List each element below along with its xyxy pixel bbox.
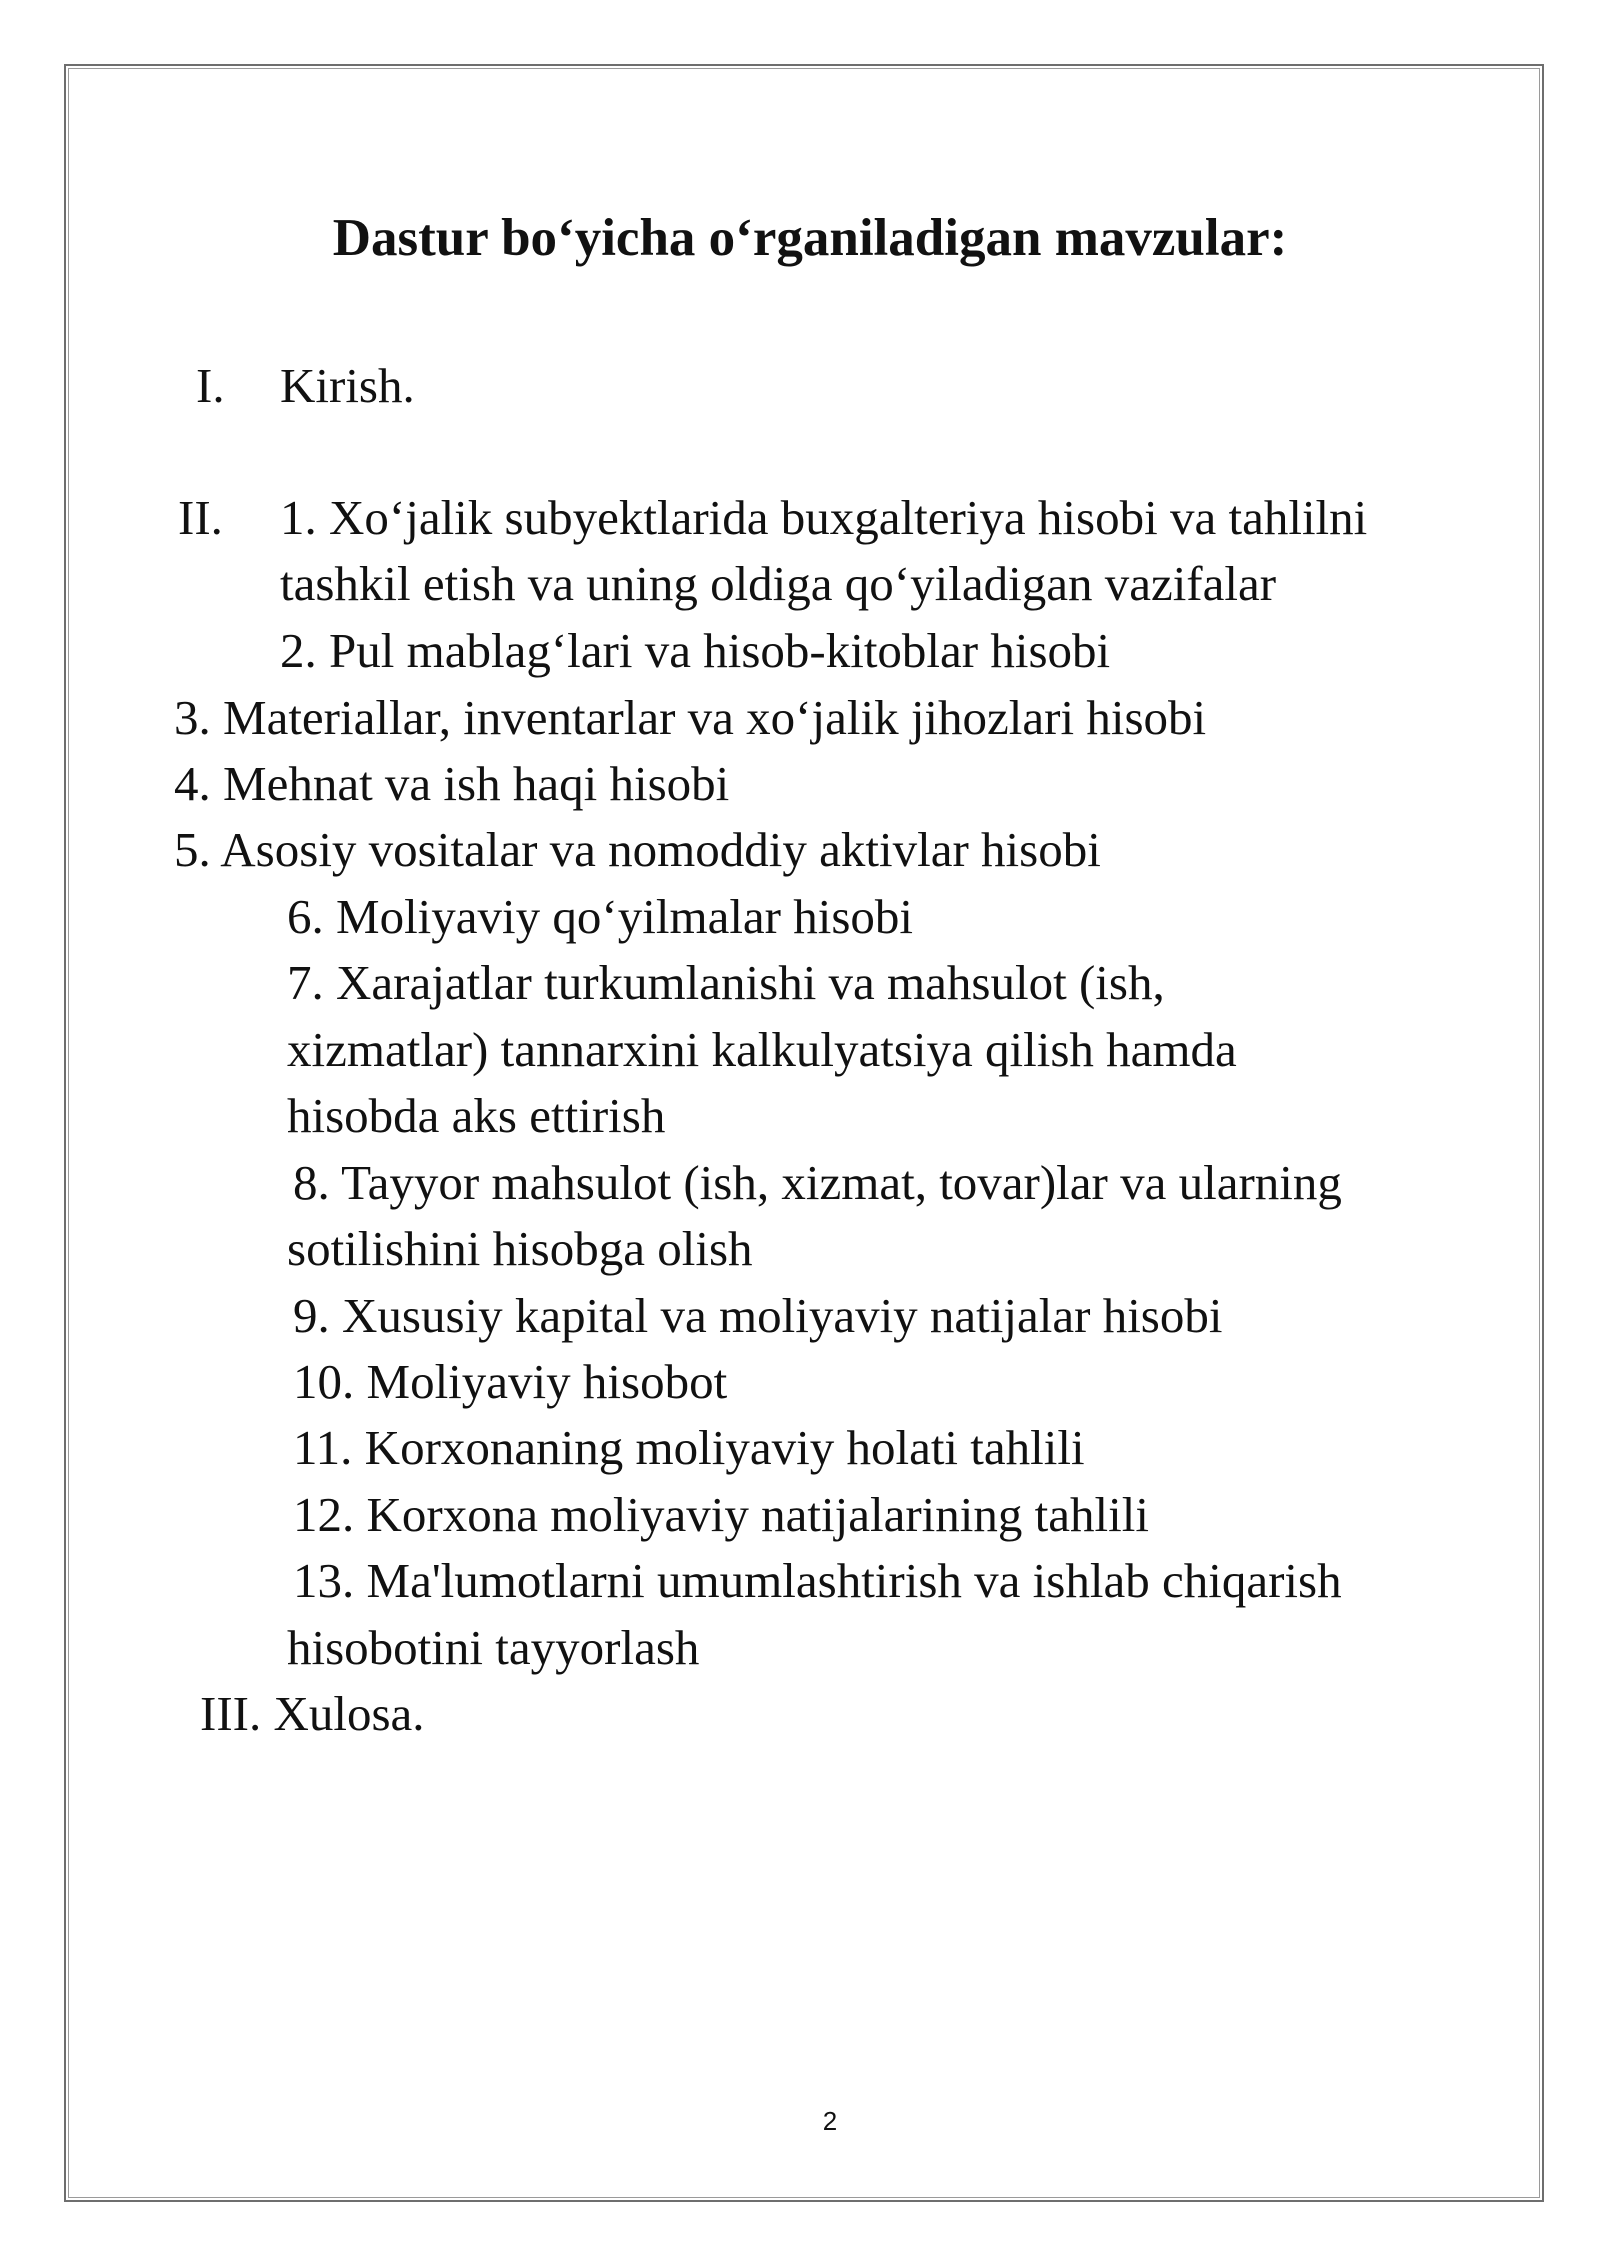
section-intro-text: Kirish. (280, 358, 415, 413)
topic-5: 5. Asosiy vositalar va nomoddiy aktivlar hisobi (174, 822, 1101, 877)
topic-1-line-2: tashkil etish va uning oldiga qo‘yiladigan vazifalar (280, 556, 1277, 611)
page-number: 2 (822, 2106, 838, 2136)
topic-7-line-2: xizmatlar) tannarxini kalkulyatsiya qilish hamda (287, 1022, 1237, 1077)
section-numeral-main: II. (178, 490, 223, 545)
topic-2: 2. Pul mablag‘lari va hisob-kitoblar hisobi (280, 623, 1111, 678)
topic-6: 6. Moliyaviy qo‘yilmalar hisobi (287, 889, 914, 944)
section-numeral-intro: I. (196, 358, 225, 413)
topic-1-line-1: 1. Xo‘jalik subyektlarida buxgalteriya hisobi va tahlilni (280, 490, 1368, 545)
topic-4: 4. Mehnat va ish haqi hisobi (174, 756, 730, 811)
topic-3: 3. Materiallar, inventarlar va xo‘jalik jihozlari hisobi (174, 690, 1207, 745)
topic-7-line-3: hisobda aks ettirish (287, 1088, 666, 1143)
topic-13-line-1: 13. Ma'lumotlarni umumlashtirish va ishlab chiqarish (293, 1553, 1342, 1608)
section-conclusion: III. Xulosa. (200, 1686, 425, 1741)
topic-7-line-1: 7. Xarajatlar turkumlanishi va mahsulot (ish, (287, 955, 1165, 1010)
page-title: Dastur bo‘yicha o‘rganiladigan mavzular: (332, 209, 1288, 267)
topic-13-line-2: hisobotini tayyorlash (287, 1620, 700, 1675)
topic-8-line-1: 8. Tayyor mahsulot (ish, xizmat, tovar)lar va ularning (293, 1155, 1342, 1210)
topic-11: 11. Korxonaning moliyaviy holati tahlili (293, 1420, 1085, 1475)
topic-8-line-2: sotilishini hisobga olish (287, 1221, 753, 1276)
topic-10: 10. Moliyaviy hisobot (293, 1354, 728, 1409)
topic-12: 12. Korxona moliyaviy natijalarining tahlili (293, 1487, 1149, 1542)
topic-9: 9. Xususiy kapital va moliyaviy natijalar hisobi (293, 1288, 1223, 1343)
